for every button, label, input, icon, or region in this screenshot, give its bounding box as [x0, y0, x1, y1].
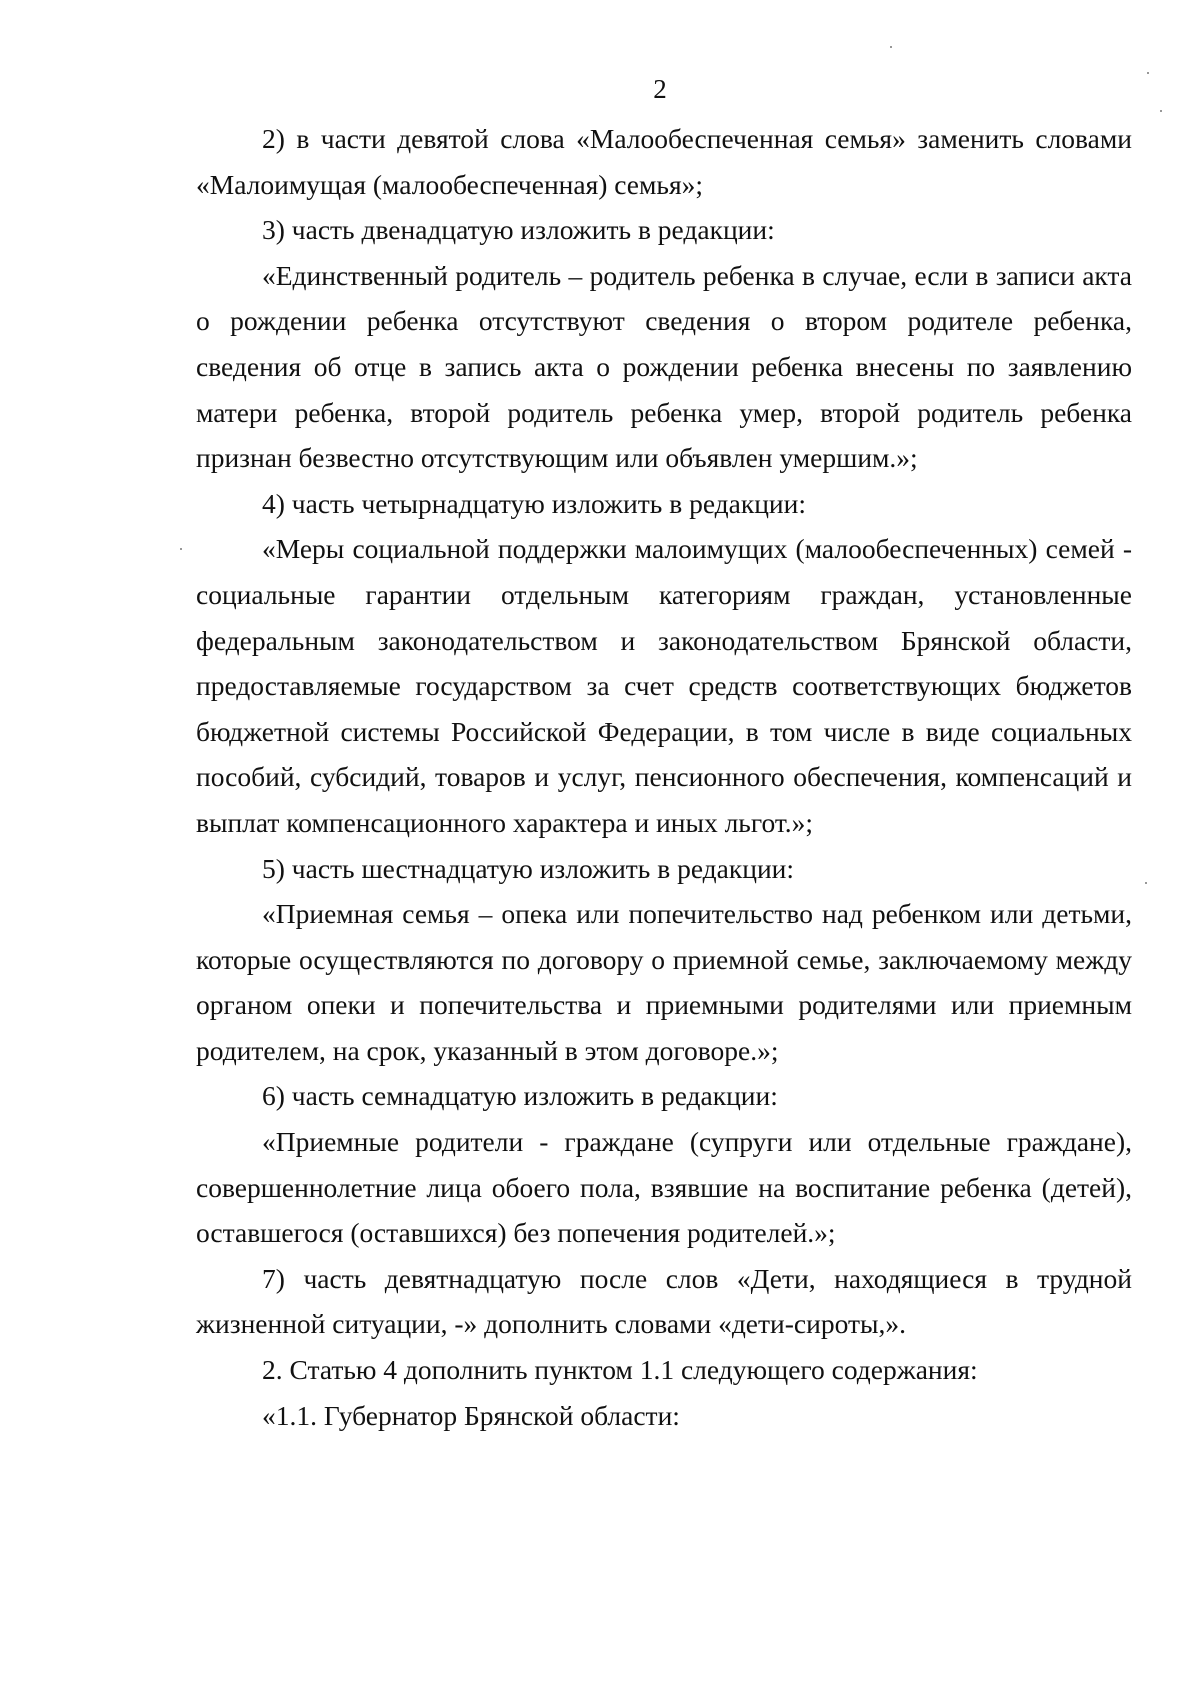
- paragraph-item-6: 6) часть семнадцатую изложить в редакции:: [262, 1080, 778, 1112]
- scan-speck: [1160, 110, 1162, 112]
- paragraph-definition-single-parent: «Единственный родитель – родитель ребенка в случае, если в записи акта о рождении ребенка отсутствуют сведения о втором родителе ребенка, сведения об отце в запись акта о рождении ребенка внесены по заявлению матери ребенка, второй родитель ребенка умер, второй родитель ребенка признан безвестно отсутствующим или объявлен умершим.»;: [196, 259, 1132, 474]
- paragraph-item-4: 4) часть четырнадцатую изложить в редакции:: [262, 487, 807, 519]
- paragraph-item-5: 5) часть шестнадцатую изложить в редакции:: [262, 852, 795, 884]
- scan-speck: [180, 548, 182, 550]
- document-body: [196, 116, 1132, 1438]
- paragraph-article-4-amendment: 2. Статью 4 дополнить пунктом 1.1 следующего содержания:: [262, 1354, 978, 1386]
- scan-speck: [1147, 72, 1149, 74]
- paragraph-item-2: 2) в части девятой слова «Малообеспеченная семья» заменить словами «Малоимущая (малообеспеченная) семья»;: [196, 123, 1132, 200]
- paragraph-item-3: 3) часть двенадцатую изложить в редакции:: [262, 214, 775, 246]
- page-number: 2: [653, 74, 667, 104]
- paragraph-definition-foster-parents: «Приемные родители - граждане (супруги или отдельные граждане), совершеннолетние лица обоего пола, взявшие на воспитание ребенка (детей), оставшегося (оставшихся) без попечения родителей.»;: [196, 1126, 1132, 1249]
- paragraph-governor-clause: «1.1. Губернатор Брянской области:: [262, 1399, 680, 1431]
- scan-speck: [890, 46, 892, 48]
- paragraph-definition-foster-family: «Приемная семья – опека или попечительство над ребенком или детьми, которые осуществляются по договору о приемной семье, заключаемому между органом опеки и попечительства и приемными родителями или приемным родителем, на срок, указанный в этом договоре.»;: [196, 898, 1132, 1066]
- scan-speck: [1145, 882, 1147, 884]
- paragraph-item-7: 7) часть девятнадцатую после слов «Дети, находящиеся в трудной жизненной ситуации, -» дополнить словами «дети-сироты,».: [196, 1262, 1132, 1340]
- paragraph-definition-social-support: «Меры социальной поддержки малоимущих (малообеспеченных) семей - социальные гарантии отдельным категориям граждан, установленные федеральным законодательством и законодательством Брянской области, предоставляемые государством за счет средств соответствующих бюджетов бюджетной системы Российской Федерации, в том числе в виде социальных пособий, субсидий, товаров и услуг, пенсионного обеспечения, компенсаций и выплат компенсационного характера и иных льгот.»;: [196, 533, 1132, 838]
